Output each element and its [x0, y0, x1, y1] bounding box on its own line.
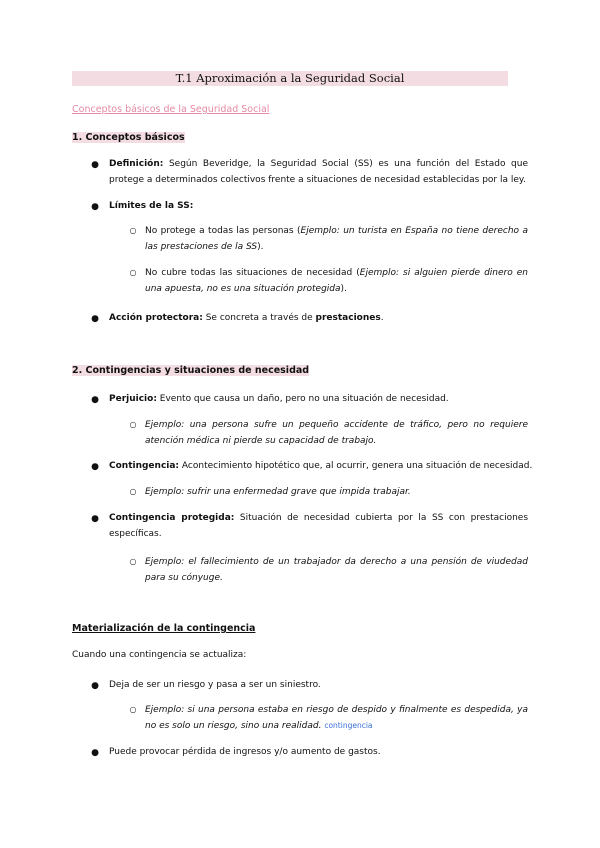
bullet-dot: ●	[91, 681, 99, 691]
heading-conceptos-basicos: 1. Conceptos básicos	[72, 132, 185, 143]
bullet-dot: ●	[91, 314, 99, 324]
bullet-dot: ●	[91, 462, 99, 472]
list-item-contingencia-protegida: Contingencia protegida: Situación de necesidad cubierta por la SS con prestaciones específicas.	[109, 513, 529, 539]
list-item-contingencia: Contingencia: Acontecimiento hipotético que, al ocurrir, genera una situación de necesidad.	[109, 461, 533, 471]
intro-materializacion: Cuando una contingencia se actualiza:	[72, 650, 247, 660]
bullet-dot: ●	[91, 748, 99, 758]
list-item-siniestro: Deja de ser un riesgo y pasa a ser un siniestro.	[109, 680, 321, 690]
sub-bullet-circle: ○	[129, 557, 137, 566]
list-item-definicion: Definición: Según Beveridge, la Seguridad Social (SS) es una función del Estado que protege a determinados colectivos frente a situaciones de necesidad establecidas por la ley.	[109, 159, 528, 185]
sub-bullet-circle: ○	[129, 420, 137, 429]
list-item-limite-2: No cubre todas las situaciones de necesidad (Ejemplo: si alguien pierde dinero en una apuesta, no es una situación protegida).	[145, 268, 528, 294]
heading-materializacion: Materialización de la contingencia	[72, 623, 256, 634]
bullet-dot: ●	[91, 395, 99, 405]
annotation-tag: contingencia	[324, 721, 373, 730]
list-item-perdida-ingresos: Puede provocar pérdida de ingresos y/o aumento de gastos.	[109, 747, 381, 757]
example-siniestro: Ejemplo: si una persona estaba en riesgo de despido y finalmente es despedida, ya no es solo un riesgo, sino una realidad. contingencia	[145, 705, 528, 731]
example-contingencia-protegida: Ejemplo: el fallecimiento de un trabajador da derecho a una pensión de viudedad para su cónyuge.	[145, 557, 528, 583]
heading-contingencias: 2. Contingencias y situaciones de necesidad	[72, 365, 310, 376]
sub-bullet-circle: ○	[129, 226, 137, 235]
list-item-accion-protectora: Acción protectora: Se concreta a través de prestaciones.	[109, 313, 384, 323]
list-item-limite-1: No protege a todas las personas (Ejemplo: un turista en España no tiene derecho a las prestaciones de la SS).	[145, 226, 528, 252]
bullet-dot: ●	[91, 160, 99, 170]
example-perjuicio: Ejemplo: una persona sufre un pequeño accidente de tráfico, pero no requiere atención médica ni pierde su capacidad de trabajo.	[145, 420, 528, 446]
sub-bullet-circle: ○	[129, 487, 137, 496]
sub-bullet-circle: ○	[129, 268, 137, 277]
bullet-dot: ●	[91, 202, 99, 212]
list-item-limites: Límites de la SS:	[109, 201, 194, 211]
bullet-dot: ●	[91, 514, 99, 524]
example-contingencia: Ejemplo: sufrir una enfermedad grave que impida trabajar.	[145, 487, 411, 497]
document-title: T.1 Aproximación a la Seguridad Social	[72, 71, 508, 86]
section-link[interactable]: Conceptos básicos de la Seguridad Social	[72, 104, 270, 115]
sub-bullet-circle: ○	[129, 705, 137, 714]
list-item-perjuicio: Perjuicio: Evento que causa un daño, pero no una situación de necesidad.	[109, 394, 449, 404]
